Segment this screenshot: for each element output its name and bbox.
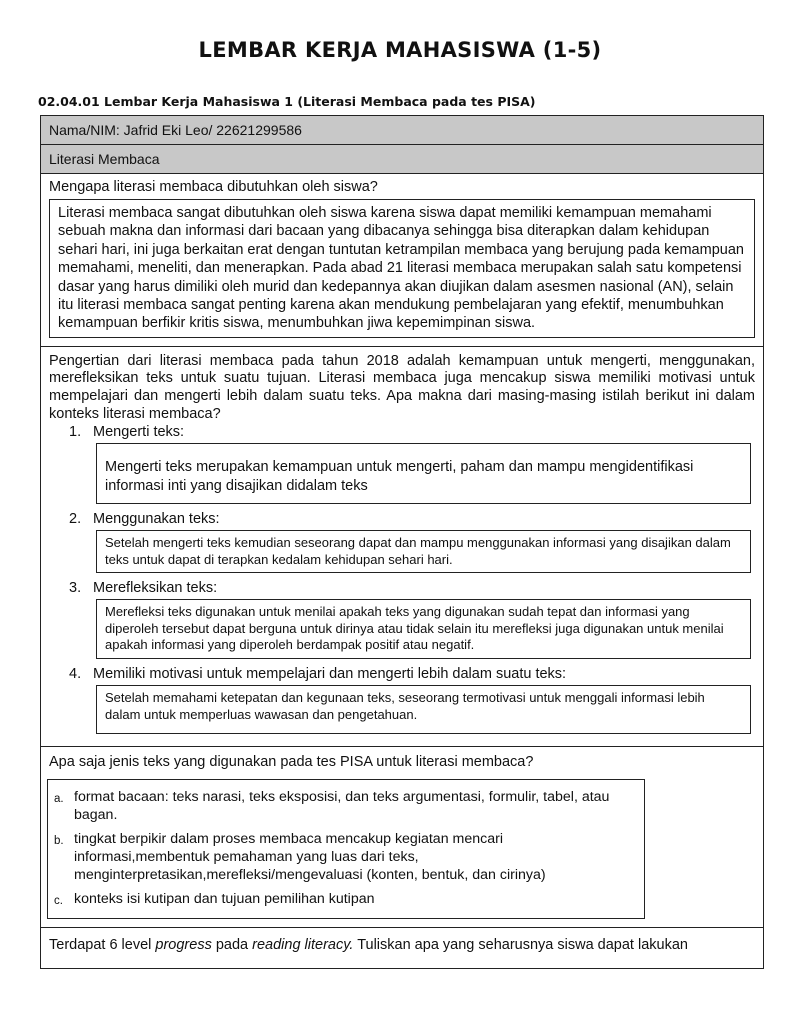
answer-1-box: [49, 199, 755, 338]
page-title: LEMBAR KERJA MAHASISWA (1-5): [198, 38, 602, 62]
item-3-label-text: Merefleksikan teks:: [93, 580, 218, 597]
question-4-progress: progress: [155, 937, 212, 954]
item-4-answer: Setelah memahami ketepatan dan kegunaan teks, seseorang termotivasi untuk menggali informasi lebih dalam untuk memperluas wawasan dan pengetahuan.: [105, 690, 705, 722]
item-1-answer: Mengerti teks merupakan kemampuan untuk mengerti, paham dan mampu mengidentifikasi informasi inti yang disajikan didalam teks: [105, 459, 694, 494]
item-4-number: 4.: [69, 666, 82, 682]
pisa-item-a-letter: a.: [54, 793, 64, 806]
question-1-row: [41, 174, 763, 347]
question-3-row: [41, 747, 763, 928]
pisa-item-b-letter: b.: [54, 835, 64, 848]
item-1-label: [69, 423, 763, 441]
pisa-item-b-text: tingkat berpikir dalam proses membaca mencakup kegiatan mencari informasi,membentuk pemahaman yang luas dari teks, menginterpretasikan,merefleksi/mengevaluasi (konten, bentuk, dan cirinya): [74, 831, 546, 884]
question-4-reading-literacy: reading literacy.: [252, 937, 354, 954]
item-3-number: 3.: [69, 580, 82, 597]
item-4-label: [69, 665, 763, 683]
question-3-text: Apa saja jenis teks yang digunakan pada tes PISA untuk literasi membaca?: [49, 754, 534, 771]
item-2-number: 2.: [69, 511, 82, 528]
item-1-answer-box: [96, 443, 751, 504]
item-3-answer: Merefleksi teks digunakan untuk menilai apakah teks yang digunakan sudah tepat dan informasi yang diperoleh tersebut dapat berguna untuk dirinya atau tidak selain itu merefleksi juga digunakan untuk menilai apakah informasi yang diperoleh berdampak positif atau negatif.: [105, 604, 724, 653]
pisa-item-c: [54, 890, 638, 910]
nama-nim-text: Nama/NIM: Jafrid Eki Leo/ 22621299586: [49, 122, 302, 138]
item-1-number: 1.: [69, 424, 82, 441]
item-1-label-text: Mengerti teks:: [93, 424, 185, 441]
item-2-label-text: Menggunakan teks:: [93, 511, 220, 528]
pisa-item-c-letter: c.: [54, 895, 63, 908]
pisa-item-b: [54, 830, 638, 884]
item-2-answer: Setelah mengerti teks kemudian seseorang dapat dan mampu menggunakan informasi yang disajikan dalam teks untuk dapat di terapkan kedalam kehidupan sehari hari.: [105, 535, 731, 567]
question-1-text: Mengapa literasi membaca dibutuhkan oleh siswa?: [49, 179, 378, 195]
pisa-item-a: [54, 788, 638, 824]
item-4-label-text: Memiliki motivasi untuk mempelajari dan mengerti lebih dalam suatu teks:: [93, 666, 567, 682]
question-4-row: [41, 928, 763, 968]
question-4-part3: pada: [211, 937, 253, 954]
question-2-row: [41, 347, 763, 747]
pisa-text-types-box: [47, 779, 645, 919]
question-2-intro: Pengertian dari literasi membaca pada tahun 2018 adalah kemampuan untuk mengerti, menggunakan, merefleksikan teks untuk suatu tujuan. Literasi membaca juga mencakup siswa memiliki motivasi untuk mempelajari dan mengerti lebih dalam suatu teks. Apa makna dari masing-masing istilah berikut ini dalam konteks literasi membaca?: [49, 352, 755, 422]
topic-row: [41, 145, 763, 174]
item-2-answer-box: [96, 530, 751, 573]
pisa-item-a-text: format bacaan: teks narasi, teks eksposisi, dan teks argumentasi, formulir, tabel, atau bagan.: [74, 789, 610, 824]
item-3-label: [69, 579, 763, 597]
question-4-part5: Tuliskan apa yang seharusnya siswa dapat lakukan: [353, 937, 688, 954]
item-3-answer-box: [96, 599, 751, 659]
topic-text: Literasi Membaca: [49, 151, 160, 167]
item-2-label: [69, 510, 763, 528]
nama-nim-row: [41, 116, 763, 145]
pisa-item-c-text: konteks isi kutipan dan tujuan pemilihan kutipan: [74, 891, 375, 908]
worksheet-subtitle: 02.04.01 Lembar Kerja Mahasiswa 1 (Literasi Membaca pada tes PISA): [38, 94, 536, 109]
worksheet-table: [40, 115, 764, 969]
question-4-part1: Terdapat 6 level: [49, 937, 156, 954]
item-4-answer-box: [96, 685, 751, 734]
answer-1-text: Literasi membaca sangat dibutuhkan oleh siswa karena siswa dapat memiliki kemampuan memahami sebuah makna dan informasi dari bacaan yang dibacanya sehingga bisa diterapkan dalam kehidupan sehari hari, ini juga berkaitan erat dengan tuntutan ketrampilan membaca yang berujung pada kemampuan memahami, meneliti, dan menerapkan. Pada abad 21 literasi membaca merupakan salah satu kompetensi dasar yang harus dimiliki oleh murid dan kedepannya akan diujikan dalam asesmen nasional (AN), selain itu literasi membaca sangat penting karena akan mendukung pembelajaran yang efektif, menumbuhkan kemampuan berfikir kritis siswa, menumbuhkan jiwa kepemimpinan siswa.: [58, 205, 744, 332]
